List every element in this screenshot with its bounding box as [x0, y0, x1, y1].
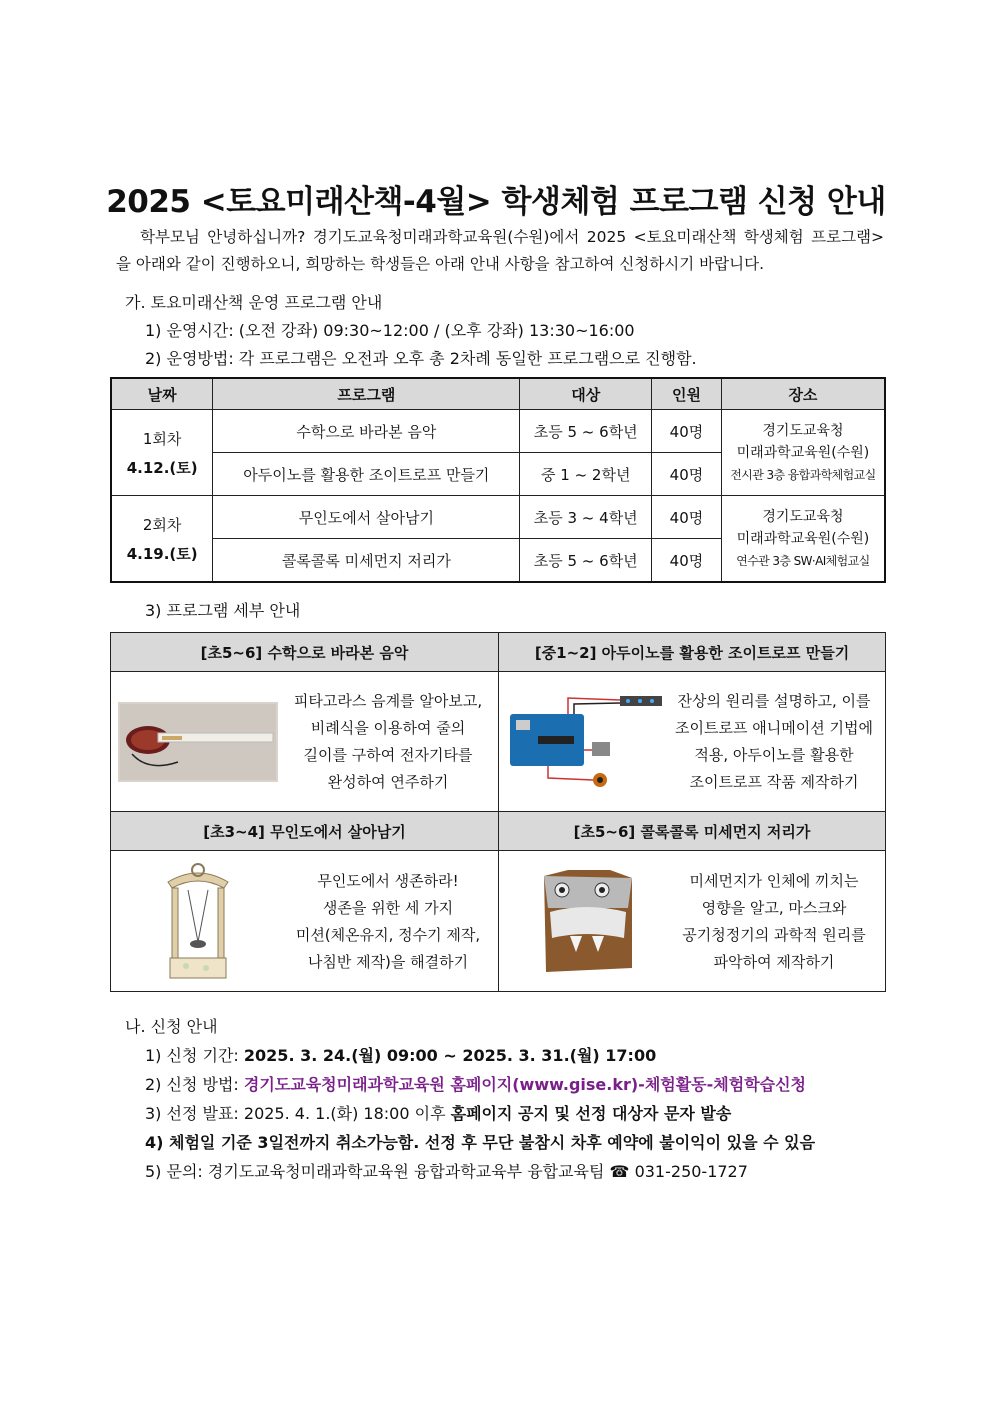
program-cell: 수학으로 바라본 음악 — [213, 410, 520, 453]
apply-method — [145, 1072, 806, 1095]
program-detail-grid — [110, 632, 886, 992]
detail-header: [초5~6] 수학으로 바라본 음악 — [110, 632, 499, 672]
desc-line: 영향을 알고, 마스크와 — [701, 899, 847, 917]
desc-line: 길이를 구하여 전자기타를 — [303, 746, 473, 764]
contact-info: 5) 문의: 경기도교육청미래과학교육원 융합과학교육부 융합교육팀 ☎ 031-250-1727 — [145, 1162, 748, 1181]
program-cell: 콜록콜록 미세먼지 저리가 — [213, 539, 520, 583]
desc-line: 조이트로프 애니메이션 기법에 — [675, 719, 873, 737]
session-date: 4.19.(토) — [126, 544, 198, 563]
table-row — [111, 410, 885, 453]
detail-description — [664, 688, 884, 796]
desc-line: 완성하여 연주하기 — [327, 773, 449, 791]
count-cell: 40명 — [652, 496, 722, 539]
apply-method-label: 2) 신청 방법: — [145, 1075, 244, 1094]
air-purifier-image — [540, 868, 635, 976]
detail-description — [664, 868, 884, 976]
cancellation-notice: 4) 체험일 기준 3일전까지 취소가능함. 선정 후 무단 불참시 차후 예약에 불이익이 있을 수 있음 — [145, 1133, 816, 1152]
operating-method: 2) 운영방법: 각 프로그램은 오전과 오후 총 2차례 동일한 프로그램으로 진행함. — [145, 349, 697, 368]
header-place: 장소 — [721, 378, 885, 410]
place-cell — [721, 496, 885, 583]
session-date-cell — [111, 496, 213, 583]
section-b-heading: 나. 신청 안내 — [125, 1017, 218, 1036]
desc-line: 비례식을 이용하여 줄의 — [310, 719, 466, 737]
session-date: 4.12.(토) — [126, 458, 198, 477]
desc-line: 잔상의 원리를 설명하고, 이를 — [677, 692, 871, 710]
session-date-cell — [111, 410, 213, 496]
session-round: 2회차 — [142, 515, 182, 534]
section-a-heading: 가. 토요미래산책 운영 프로그램 안내 — [125, 293, 383, 312]
detail-description — [278, 688, 498, 796]
desc-line: 생존을 위한 세 가지 — [322, 899, 454, 917]
place-cell — [721, 410, 885, 496]
header-count: 인원 — [652, 378, 722, 410]
detail-header: [중1~2] 아두이노를 활용한 조이트로프 만들기 — [498, 632, 886, 672]
count-cell: 40명 — [652, 539, 722, 583]
desc-line: 적용, 아두이노를 활용한 — [694, 746, 854, 764]
table-row — [111, 496, 885, 539]
target-cell: 초등 3 ~ 4학년 — [520, 496, 652, 539]
detail-description — [278, 868, 498, 976]
place-line-2: 미래과학교육원(수원) — [736, 444, 870, 461]
schedule-table — [110, 377, 886, 583]
selection-value: 홈페이지 공지 및 선정 대상자 문자 발송 — [450, 1104, 732, 1123]
apply-period-label: 1) 신청 기간: — [145, 1046, 244, 1065]
count-cell: 40명 — [652, 453, 722, 496]
selection-label: 3) 선정 발표: 2025. 4. 1.(화) 18:00 이후 — [145, 1104, 451, 1123]
desc-line: 미션(체온유지, 정수기 제작, — [295, 926, 481, 944]
desc-line: 무인도에서 생존하라! — [317, 872, 459, 890]
selection-announcement — [145, 1101, 731, 1124]
target-cell: 초등 5 ~ 6학년 — [520, 410, 652, 453]
guitar-image — [118, 702, 278, 782]
place-line-1: 경기도교육청 — [762, 422, 844, 439]
detail-header: [초5~6] 콜록콜록 미세먼지 저리가 — [498, 811, 886, 851]
header-program: 프로그램 — [213, 378, 520, 410]
count-cell: 40명 — [652, 410, 722, 453]
target-cell: 중 1 ~ 2학년 — [520, 453, 652, 496]
lantern-image — [162, 862, 234, 980]
apply-method-link[interactable]: 경기도교육청미래과학교육원 홈페이지(www.gise.kr)-체험활동-체험학습신청 — [243, 1075, 807, 1094]
desc-line: 나침반 제작)을 해결하기 — [307, 953, 469, 971]
place-line-1: 경기도교육청 — [762, 508, 844, 525]
header-date: 날짜 — [111, 378, 213, 410]
place-line-3: 전시관 3층 융합과학체험교실 — [730, 467, 876, 482]
place-line-2: 미래과학교육원(수원) — [736, 530, 870, 547]
page-title: 2025 <토요미래산책-4월> 학생체험 프로그램 신청 안내 — [106, 184, 886, 220]
desc-line: 파악하여 제작하기 — [713, 953, 835, 971]
desc-line: 미세먼지가 인체에 끼치는 — [689, 872, 859, 890]
session-round: 1회차 — [142, 429, 182, 448]
target-cell: 초등 5 ~ 6학년 — [520, 539, 652, 583]
operating-hours: 1) 운영시간: (오전 강좌) 09:30~12:00 / (오후 강좌) 13:30~16:00 — [145, 321, 635, 340]
desc-line: 조이트로프 작품 제작하기 — [689, 773, 859, 791]
place-line-3: 연수관 3층 SW·AI체험교실 — [736, 553, 870, 568]
detail-heading: 3) 프로그램 세부 안내 — [145, 601, 301, 620]
header-target: 대상 — [520, 378, 652, 410]
detail-header: [초3~4] 무인도에서 살아남기 — [110, 811, 499, 851]
intro-text: 학부모님 안녕하십니까? 경기도교육청미래과학교육원(수원)에서 2025 <토요미래산책 학생체험 프로그램>을 아래와 같이 진행하오니, 희망하는 학생들은 아래 안내 사항을 참고하여 신청하시기 바랍니다. — [116, 228, 884, 273]
table-header-row — [111, 378, 885, 410]
apply-period — [145, 1043, 656, 1066]
apply-period-value: 2025. 3. 24.(월) 09:00 ~ 2025. 3. 31.(월) 17:00 — [243, 1046, 657, 1065]
program-cell: 아두이노를 활용한 조이트로프 만들기 — [213, 453, 520, 496]
program-cell: 무인도에서 살아남기 — [213, 496, 520, 539]
intro-paragraph — [116, 224, 884, 278]
desc-line: 피타고라스 음계를 알아보고, — [293, 692, 483, 710]
desc-line: 공기청정기의 과학적 원리를 — [682, 926, 866, 944]
arduino-image — [508, 690, 668, 790]
